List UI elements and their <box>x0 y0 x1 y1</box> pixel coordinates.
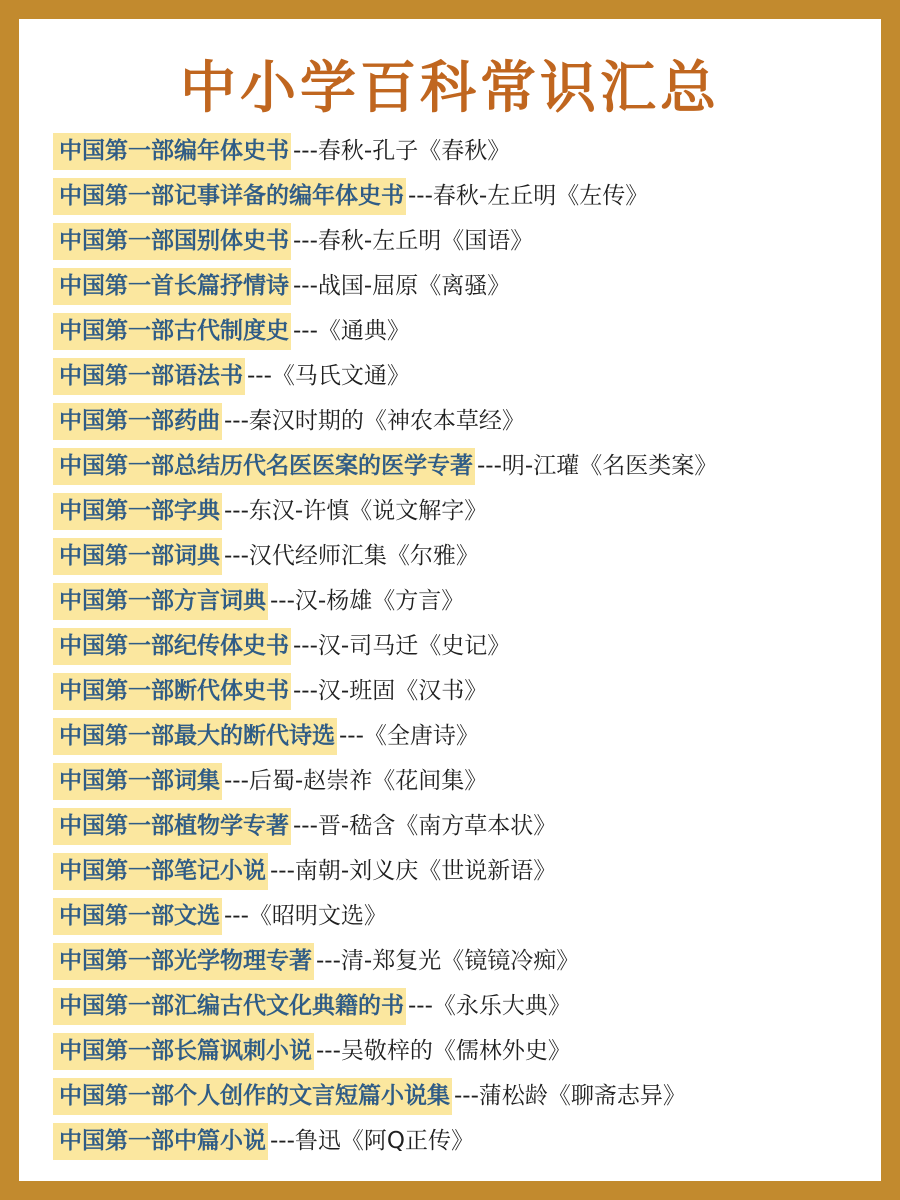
list-item <box>53 759 873 804</box>
item-detail: ---《通典》 <box>293 318 410 344</box>
list-item <box>53 174 873 219</box>
highlighted-term: 中国第一部国别体史书 <box>53 223 291 260</box>
list-item <box>53 264 873 309</box>
highlighted-term: 中国第一部记事详备的编年体史书 <box>53 178 406 215</box>
content-card <box>19 19 881 1181</box>
item-detail: ---春秋-孔子《春秋》 <box>293 138 511 164</box>
highlighted-term: 中国第一部笔记小说 <box>53 853 268 890</box>
item-detail: ---秦汉时期的《神农本草经》 <box>224 408 525 434</box>
highlighted-term: 中国第一部光学物理专著 <box>53 943 314 980</box>
highlighted-term: 中国第一部中篇小说 <box>53 1123 268 1160</box>
item-detail: ---吴敬梓的《儒林外史》 <box>316 1038 571 1064</box>
list-item <box>53 984 873 1029</box>
highlighted-term: 中国第一部文选 <box>53 898 222 935</box>
item-detail: ---汉-司马迁《史记》 <box>293 633 511 659</box>
list-item <box>53 309 873 354</box>
highlighted-term: 中国第一部药曲 <box>53 403 222 440</box>
item-detail: ---《永乐大典》 <box>408 993 571 1019</box>
item-detail: ---《马氏文通》 <box>247 363 410 389</box>
highlighted-term: 中国第一部汇编古代文化典籍的书 <box>53 988 406 1025</box>
highlighted-term: 中国第一部词集 <box>53 763 222 800</box>
item-detail: ---战国-屈原《离骚》 <box>293 273 511 299</box>
list-item <box>53 804 873 849</box>
list-item <box>53 219 873 264</box>
highlighted-term: 中国第一部词典 <box>53 538 222 575</box>
list-item <box>53 579 873 624</box>
highlighted-term: 中国第一部个人创作的文言短篇小说集 <box>53 1078 452 1115</box>
item-detail: ---晋-嵇含《南方草本状》 <box>293 813 557 839</box>
list-item <box>53 399 873 444</box>
item-detail: ---《昭明文选》 <box>224 903 387 929</box>
list-item <box>53 939 873 984</box>
highlighted-term: 中国第一部纪传体史书 <box>53 628 291 665</box>
item-detail: ---清-郑复光《镜镜冷痴》 <box>316 948 580 974</box>
item-detail: ---春秋-左丘明《国语》 <box>293 228 534 254</box>
highlighted-term: 中国第一部方言词典 <box>53 583 268 620</box>
highlighted-term: 中国第一部长篇讽刺小说 <box>53 1033 314 1070</box>
list-item <box>53 849 873 894</box>
list-item <box>53 894 873 939</box>
list-item <box>53 714 873 759</box>
highlighted-term: 中国第一部植物学专著 <box>53 808 291 845</box>
list-item <box>53 489 873 534</box>
item-detail: ---后蜀-赵崇祚《花间集》 <box>224 768 488 794</box>
list-item <box>53 354 873 399</box>
list-item <box>53 129 873 174</box>
item-detail: ---汉-杨雄《方言》 <box>270 588 465 614</box>
highlighted-term: 中国第一部断代体史书 <box>53 673 291 710</box>
list-item <box>53 669 873 714</box>
list-item <box>53 534 873 579</box>
highlighted-term: 中国第一部总结历代名医医案的医学专著 <box>53 448 475 485</box>
item-detail: ---鲁迅《阿Q正传》 <box>270 1128 475 1154</box>
highlighted-term: 中国第一部最大的断代诗选 <box>53 718 337 755</box>
fact-list <box>53 129 873 1164</box>
item-detail: ---蒲松龄《聊斋志异》 <box>454 1083 686 1109</box>
item-detail: ---南朝-刘义庆《世说新语》 <box>270 858 557 884</box>
list-item <box>53 444 873 489</box>
list-item <box>53 1029 873 1074</box>
highlighted-term: 中国第一首长篇抒情诗 <box>53 268 291 305</box>
list-item <box>53 1119 873 1164</box>
highlighted-term: 中国第一部编年体史书 <box>53 133 291 170</box>
item-detail: ---明-江瓘《名医类案》 <box>477 453 718 479</box>
highlighted-term: 中国第一部古代制度史 <box>53 313 291 350</box>
item-detail: ---汉-班固《汉书》 <box>293 678 488 704</box>
list-item <box>53 624 873 669</box>
item-detail: ---《全唐诗》 <box>339 723 479 749</box>
item-detail: ---东汉-许慎《说文解字》 <box>224 498 488 524</box>
highlighted-term: 中国第一部语法书 <box>53 358 245 395</box>
item-detail: ---春秋-左丘明《左传》 <box>408 183 649 209</box>
page-title: 中小学百科常识汇总 <box>180 56 720 121</box>
item-detail: ---汉代经师汇集《尔雅》 <box>224 543 479 569</box>
highlighted-term: 中国第一部字典 <box>53 493 222 530</box>
list-item <box>53 1074 873 1119</box>
